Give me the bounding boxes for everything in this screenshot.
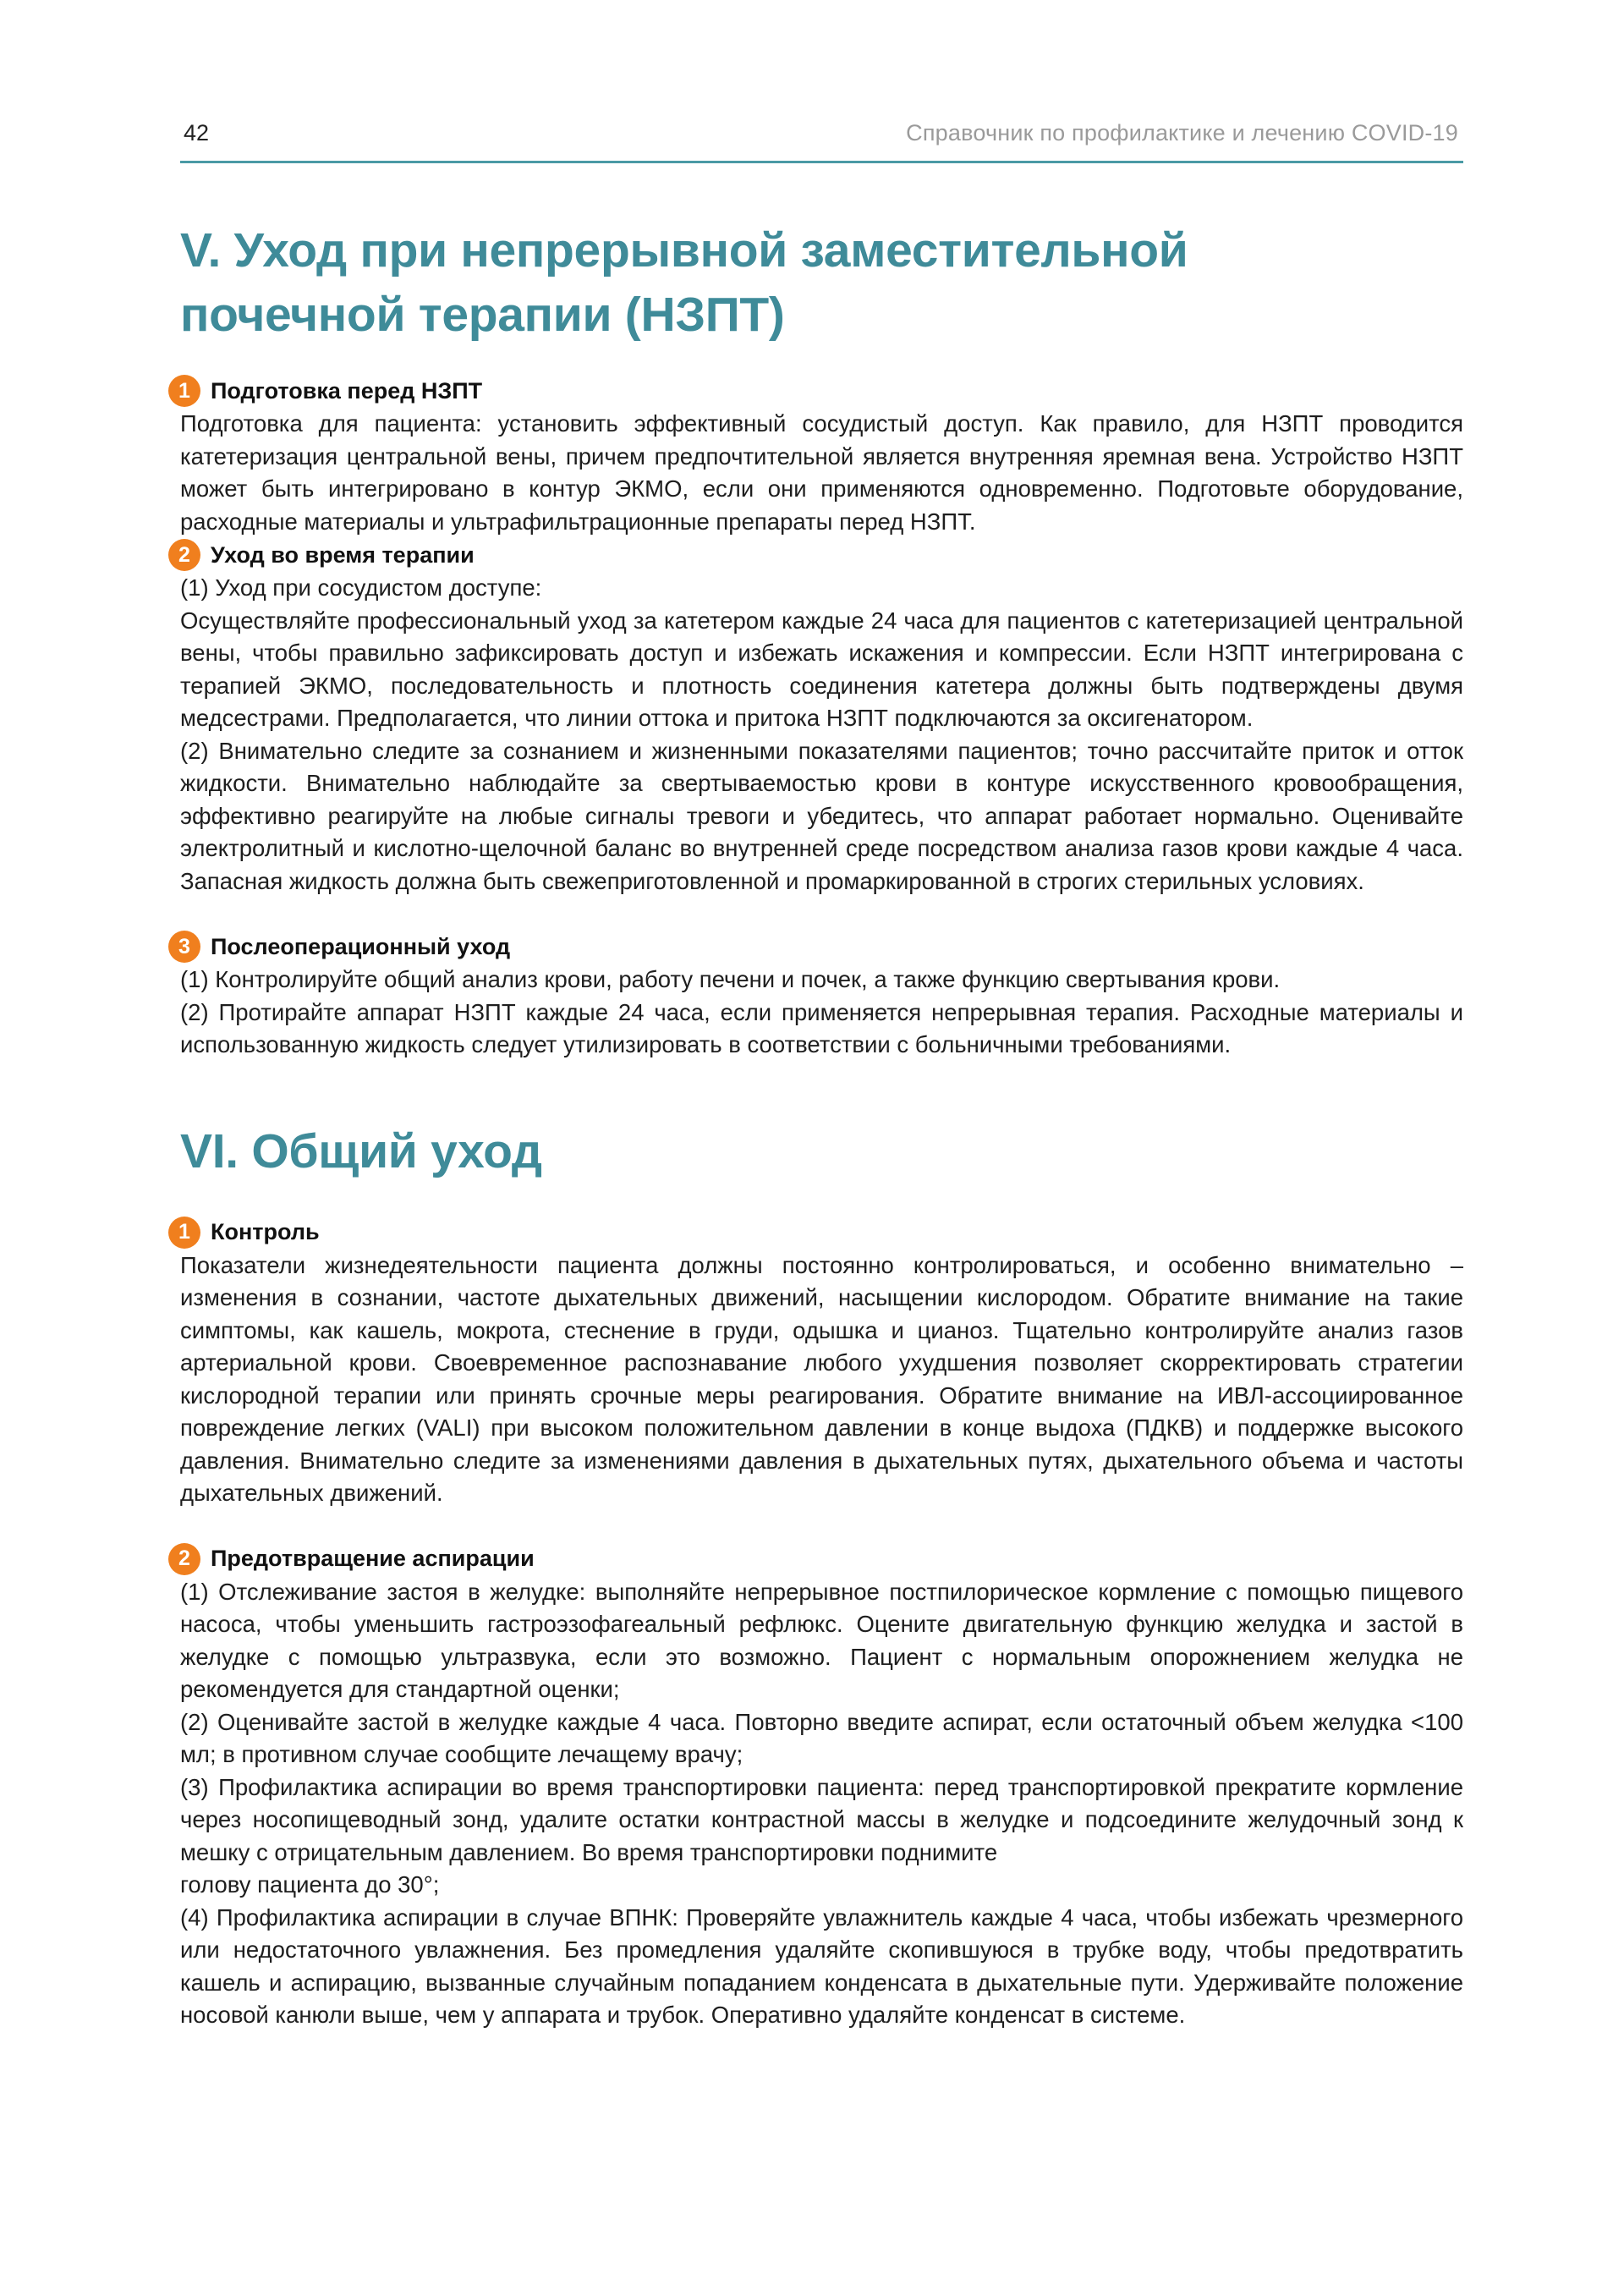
section-v-title-line2: почечной терапии (НЗПТ) bbox=[180, 288, 785, 342]
paragraph: Осуществляйте профессиональный уход за катетером каждые 24 часа для пациентов с катетеризацией центральной вены, чтобы правильно зафиксировать доступ и избежать искажения и компрессии. Если НЗПТ интегрирована с терапией ЭКМО, последовательность и плотность соединения катетера должны быть подтверждены двумя медсестрами. Предполагается, что линии оттока и притока НЗПТ подключаются за оксигенатором. bbox=[180, 607, 1463, 731]
section-v bbox=[180, 218, 1463, 1062]
number-badge: 2 bbox=[168, 539, 200, 571]
subsection-body bbox=[180, 964, 1463, 1062]
subsection-preparation bbox=[180, 374, 1463, 538]
subsection-body bbox=[180, 1250, 1463, 1510]
number-badge: 3 bbox=[168, 931, 200, 963]
page-header bbox=[180, 117, 1463, 163]
page-content bbox=[180, 218, 1463, 2032]
subsection-title: Предотвращение аспирации bbox=[211, 1546, 535, 1571]
section-vi bbox=[180, 1119, 1463, 2032]
number-badge: 1 bbox=[168, 375, 200, 407]
paragraph: Показатели жизнедеятельности пациента должны постоянно контролироваться, и особенно внимательно – изменения в сознании, частоте дыхательных движений, насыщении кислородом. Обратите внимание на такие симптомы, как кашель, мокрота, стеснение в груди, одышка и цианоз. Тщательно контролируйте анализ газов артериальной крови. Своевременное распознавание любого ухудшения позволяет скорректировать стратегии кислородной терапии или принять срочные меры реагирования. Обратите внимание на ИВЛ-ассоциированное повреждение легких (VALI) при высоком положительном давлении в конце выдоха (ПДКВ) и поддержке высокого давления. Внимательно следите за изменениями давления в дыхательных путях, дыхательного объема и частоты дыхательных движений. bbox=[180, 1251, 1463, 1506]
subsection-monitoring bbox=[180, 1216, 1463, 1510]
subsection-therapy-care bbox=[180, 538, 1463, 898]
paragraph: (1) Контролируйте общий анализ крови, работу печени и почек, а также функцию свертывания крови. bbox=[180, 966, 1281, 992]
paragraph: Подготовка для пациента: установить эффективный сосудистый доступ. Как правило, для НЗПТ проводится катетеризация центральной вены, причем предпочтительной является внутренняя яремная вена. Устройство НЗПТ может быть интегрировано в контур ЭКМО, если они применяются одновременно. Подготовьте оборудование, расходные материалы и ультрафильтрационные препараты перед НЗПТ. bbox=[180, 410, 1463, 535]
subsection-heading bbox=[168, 1542, 1463, 1576]
subsection-title: Послеоперационный уход bbox=[211, 933, 511, 959]
paragraph: (2) Оценивайте застой в желудке каждые 4 часа. Повторно введите аспират, если остаточный объем желудка <100 мл; в противном случае сообщите лечащему врачу; bbox=[180, 1708, 1463, 1767]
subsection-heading bbox=[168, 374, 1463, 408]
subsection-heading bbox=[168, 930, 1463, 964]
paragraph: (2) Внимательно следите за сознанием и жизненными показателями пациентов; точно рассчитайте приток и отток жидкости. Внимательно наблюдайте за свертываемостью крови в контуре искусственного кровообращения, эффективно реагируйте на любые сигналы тревоги и убедитесь, что аппарат работает нормально. Оценивайте электролитный и кислотно-щелочной баланс во внутренней среде посредством анализа газов крови каждые 4 часа. Запасная жидкость должна быть свежеприготовленной и промаркированной в строгих стерильных условиях. bbox=[180, 737, 1463, 894]
subsection-heading bbox=[168, 1216, 1463, 1250]
subsection-body bbox=[180, 572, 1463, 898]
subsection-title: Подготовка перед НЗПТ bbox=[211, 377, 483, 404]
paragraph: (4) Профилактика аспирации в случае ВПНК: Проверяйте увлажнитель каждые 4 часа, чтобы избежать чрезмерного или недостаточного увлажнения. Без промедления удаляйте скопившуюся в трубке воду, чтобы предотвратить кашель и аспирацию, вызванные случайным попаданием конденсата в дыхательные пути. Удерживайте положение носовой канюли выше, чем у аппарата и трубок. Оперативно удаляйте конденсат в системе. bbox=[180, 1903, 1463, 2028]
subsection-title: Уход во время терапии bbox=[211, 541, 475, 568]
subsection-postoperative bbox=[180, 930, 1463, 1062]
subsection-body bbox=[180, 408, 1463, 538]
paragraph: (2) Протирайте аппарат НЗПТ каждые 24 часа, если применяется непрерывная терапия. Расходные материалы и использованную жидкость следует утилизировать в соответствии с больничными требованиями. bbox=[180, 998, 1463, 1057]
subsection-title: Контроль bbox=[211, 1219, 320, 1244]
number-badge: 2 bbox=[168, 1543, 200, 1575]
paragraph: голову пациента до 30°; bbox=[180, 1871, 440, 1898]
subsection-aspiration-prevention bbox=[180, 1542, 1463, 2032]
number-badge: 1 bbox=[168, 1217, 200, 1249]
section-v-title bbox=[180, 218, 1463, 347]
subsection-body bbox=[180, 1576, 1463, 2032]
paragraph: (3) Профилактика аспирации во время транспортировки пациента: перед транспортировкой прекратите кормление через носопищеводный зонд, удалите остатки контрастной массы в желудке и подсоедините желудочный зонд к мешку с отрицательным давлением. Во время транспортировки поднимите bbox=[180, 1773, 1463, 1865]
page-number: 42 bbox=[184, 120, 210, 146]
subsection-heading bbox=[168, 538, 1463, 572]
running-title: Справочник по профилактике и лечению COVID-19 bbox=[906, 120, 1458, 146]
section-vi-title: VI. Общий уход bbox=[180, 1123, 542, 1178]
section-v-title-line1: V. Уход при непрерывной заместительной bbox=[180, 223, 1188, 277]
paragraph: (1) Отслеживание застоя в желудке: выполняйте непрерывное постпилорическое кормление с помощью пищевого насоса, чтобы уменьшить гастроэзофагеальный рефлюкс. Оцените двигательную функцию желудка и застой в желудке с помощью ультразвука, если это возможно. Пациент с нормальным опорожнением желудка не рекомендуется для стандартной оценки; bbox=[180, 1578, 1463, 1702]
paragraph: (1) Уход при сосудистом доступе: bbox=[180, 574, 542, 601]
